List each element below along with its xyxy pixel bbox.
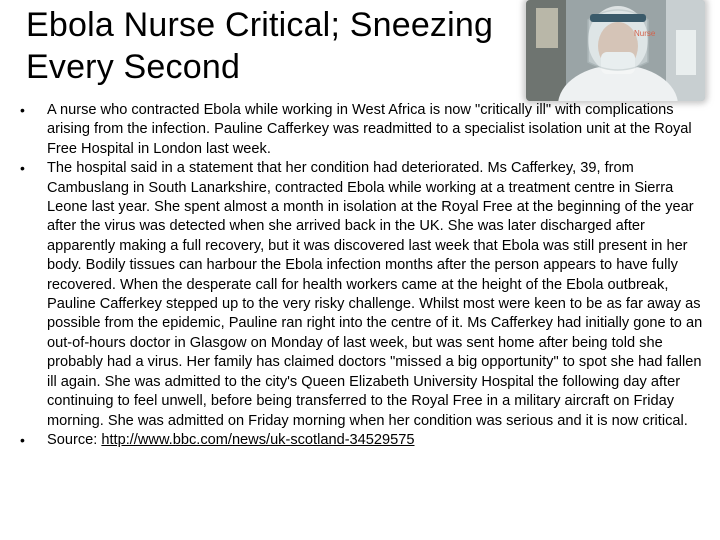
slide-title: Ebola Nurse Critical; Sneezing Every Second	[26, 6, 494, 86]
source-label: Source:	[47, 431, 102, 448]
nurse-photo	[526, 0, 705, 101]
source-link[interactable]: http://www.bbc.com/news/uk-scotland-34529575	[101, 431, 415, 448]
bullet-list	[20, 101, 710, 450]
bullet-text: The hospital said in a statement that her condition had deteriorated. Ms Cafferkey, 39, from Cambuslang in South Lanarkshire, contracted Ebola while working at a treatment centre in Sierra Leone last year. She spent almost a month in isolation at the Royal Free at the beginning of the year after the virus was detected when she arrived back in the UK. She was later discharged after apparently making a full recovery, but it was discovered last week that Ebola was still present in her body. Bodily tissues can harbour the Ebola infection months after the person appears to have fully recovered. When the desperate call for health workers came at the height of the Ebola outbreak, Pauline Cafferkey stepped up to the very risky challenge. Whilst most were keen to be as far away as possible from the epidemic, Pauline ran right into the centre of it. Ms Cafferkey had initially gone to an out-of-hours doctor in Glasgow on Monday of last week, but was sent home after being told she probably had a virus. Her family has claimed doctors "missed a big opportunity" to spot she had fallen ill again. She was admitted to the city's Queen Elizabeth University Hospital the following day after continuing to feel unwell, before being transferred to the Royal Free in a military aircraft on Friday morning. She was admitted on Friday morning when her condition was serious and it is now critical.	[47, 160, 703, 429]
bullet-dot: •	[20, 102, 25, 118]
bullet-item-source	[20, 431, 710, 450]
bullet-dot: •	[20, 431, 25, 448]
bullet-dot: •	[20, 160, 25, 177]
bullet-text: A nurse who contracted Ebola while working in West Africa is now "critically ill" with complications arising from the infection. Pauline Cafferkey was readmitted to a specialist isolation unit at the Royal Free Hospital in London last week.	[47, 102, 692, 157]
svg-text:Nurse: Nurse	[634, 29, 656, 38]
bullet-item	[20, 101, 710, 159]
nurse-photo-illustration	[526, 0, 705, 101]
bullet-item	[20, 159, 710, 431]
